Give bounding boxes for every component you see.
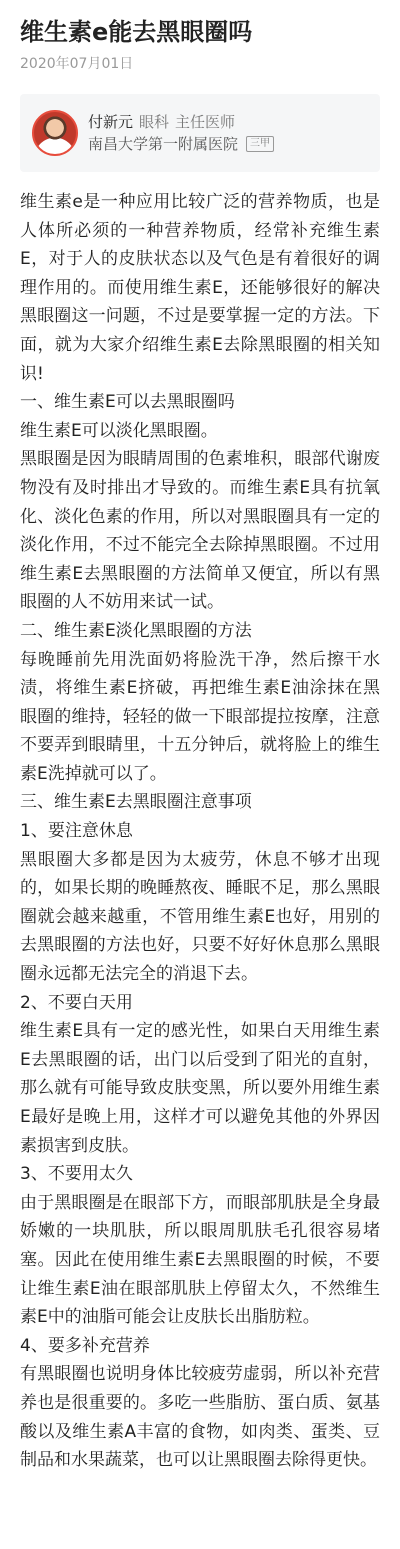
- section-heading: 一、维生素E可以去黑眼圈吗: [20, 392, 235, 413]
- doctor-name[interactable]: 付新元: [88, 113, 134, 131]
- subsection-heading: 2、不要白天用: [20, 992, 133, 1013]
- subsection-heading: 3、不要用太久: [20, 1164, 133, 1185]
- doctor-card[interactable]: [20, 94, 380, 172]
- section-heading: 三、维生素E去黑眼圈注意事项: [20, 792, 252, 813]
- paragraph: 每晚睡前先用洗面奶将脸洗干净，然后擦干水渍，将维生素E挤破，再把维生素E油涂抹在黑眼圈的维持，轻轻的做一下眼部提拉按摩，注意不要弄到眼睛里，十五分钟后，就将脸上的维生素E洗掉就可以了。: [20, 649, 380, 784]
- doctor-hospital-line: [88, 133, 274, 155]
- doctor-name-line: [88, 111, 274, 133]
- paragraph: 维生素E可以淡化黑眼圈。: [20, 420, 218, 441]
- doctor-info: [88, 111, 274, 155]
- paragraph: 黑眼圈大多都是因为太疲劳，休息不够才出现的，如果长期的晚睡熬夜、睡眠不足，那么黑眼圈就会越来越重，不管用维生素E也好，用别的去黑眼圈的方法也好，只要不好好休息那么黑眼圈永远都无法完全的消退下去。: [20, 849, 380, 985]
- section-heading: 二、维生素E淡化黑眼圈的方法: [20, 620, 252, 641]
- doctor-department: 眼科: [139, 113, 170, 131]
- article-date: 2020年07月01日: [20, 56, 134, 72]
- subsection-heading: 4、要多补充营养: [20, 1335, 150, 1356]
- paragraph: 维生素E具有一定的感光性，如果白天用维生素E去黑眼圈的话，出门以后受到了阳光的直射，那么就有可能导致皮肤变黑，所以要外用维生素E最好是晚上用，这样才可以避免其他的外界因素损害到皮肤。: [20, 1021, 380, 1156]
- hospital-grade-badge: 三甲: [246, 136, 274, 152]
- article-title: 维生素e能去黑眼圈吗: [20, 18, 253, 46]
- doctor-hospital[interactable]: 南昌大学第一附属医院: [88, 135, 239, 153]
- doctor-title: 主任医师: [175, 113, 236, 131]
- subsection-heading: 1、要注意休息: [20, 821, 133, 842]
- paragraph: 黑眼圈是因为眼睛周围的色素堆积，眼部代谢废物没有及时排出才导致的。而维生素E具有抗氧化、淡化色素的作用，所以对黑眼圈具有一定的淡化作用，不过不能完全去除掉黑眼圈。不过用维生素E去黑眼圈的方法简单又便宜，所以有黑眼圈的人不妨用来试一试。: [20, 449, 380, 613]
- paragraph: 有黑眼圈也说明身体比较疲劳虚弱，所以补充营养也是很重要的。多吃一些脂肪、蛋白质、氨基酸以及维生素A丰富的食物，如肉类、蛋类、豆制品和水果蔬菜，也可以让黑眼圈去除得更快。: [20, 1364, 380, 1471]
- paragraph: 维生素e是一种应用比较广泛的营养物质，也是人体所必须的一种营养物质，经常补充维生素E，对于人的皮肤状态以及气色是有着很好的调理作用的。而使用维生素E，还能够很好的解决黑眼圈这一问题，不过是要掌握一定的方法。下面，就为大家介绍维生素E去除黑眼圈的相关知识!: [20, 192, 380, 384]
- article-content: [20, 188, 380, 1475]
- doctor-avatar[interactable]: [32, 110, 78, 156]
- paragraph: 由于黑眼圈是在眼部下方，而眼部肌肤是全身最娇嫩的一块肌肤，所以眼周肌肤毛孔很容易堵塞。因此在使用维生素E去黑眼圈的时候，不要让维生素E油在眼部肌肤上停留太久，不然维生素E中的油脂可能会让皮肤长出脂肪粒。: [20, 1192, 380, 1328]
